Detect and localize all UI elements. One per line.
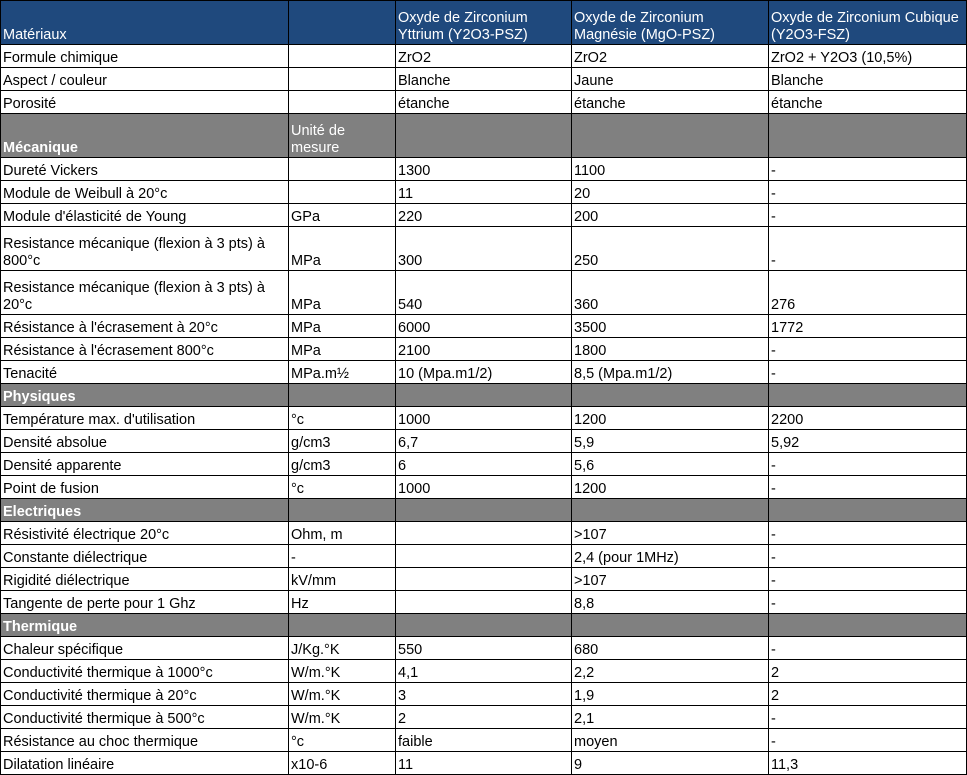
section-spacer	[769, 499, 967, 522]
value-mgo-psz: 250	[572, 227, 769, 271]
unit-cell	[289, 158, 396, 181]
value-y2o3-psz: 1300	[396, 158, 572, 181]
value-y2o3-fsz: -	[769, 158, 967, 181]
value-y2o3-psz: faible	[396, 729, 572, 752]
property-label: Résistance à l'écrasement à 20°c	[1, 315, 289, 338]
value-y2o3-psz: Blanche	[396, 68, 572, 91]
unit-header: Unité de mesure	[289, 114, 396, 158]
value-mgo-psz: 680	[572, 637, 769, 660]
section-spacer	[769, 614, 967, 637]
table-row	[1, 315, 967, 338]
section-row-physiques	[1, 384, 967, 407]
property-label: Résistance à l'écrasement 800°c	[1, 338, 289, 361]
property-label: Tangente de perte pour 1 Ghz	[1, 591, 289, 614]
property-label: Résistance au choc thermique	[1, 729, 289, 752]
value-y2o3-psz: 11	[396, 181, 572, 204]
value-mgo-psz: 1200	[572, 476, 769, 499]
property-label: Aspect / couleur	[1, 68, 289, 91]
value-mgo-psz: 1,9	[572, 683, 769, 706]
table-row	[1, 407, 967, 430]
unit-cell: W/m.°K	[289, 683, 396, 706]
table-row	[1, 181, 967, 204]
unit-cell: MPa.m½	[289, 361, 396, 384]
value-y2o3-psz: 220	[396, 204, 572, 227]
property-label: Conductivité thermique à 20°c	[1, 683, 289, 706]
property-label: Module de Weibull à 20°c	[1, 181, 289, 204]
value-y2o3-fsz: 2	[769, 660, 967, 683]
value-y2o3-psz: 6,7	[396, 430, 572, 453]
table-row	[1, 683, 967, 706]
section-row-electriques	[1, 499, 967, 522]
value-y2o3-fsz: -	[769, 591, 967, 614]
value-y2o3-fsz: -	[769, 568, 967, 591]
value-y2o3-fsz: 2200	[769, 407, 967, 430]
value-y2o3-psz: 1000	[396, 476, 572, 499]
table-row	[1, 545, 967, 568]
value-y2o3-psz	[396, 568, 572, 591]
value-y2o3-fsz: ZrO2 + Y2O3 (10,5%)	[769, 45, 967, 68]
table-row	[1, 522, 967, 545]
unit-cell: g/cm3	[289, 430, 396, 453]
value-mgo-psz: 20	[572, 181, 769, 204]
value-y2o3-fsz: -	[769, 522, 967, 545]
section-row-mecanique	[1, 114, 967, 158]
value-y2o3-psz: étanche	[396, 91, 572, 114]
value-y2o3-psz	[396, 591, 572, 614]
property-label: Tenacité	[1, 361, 289, 384]
value-y2o3-fsz: 2	[769, 683, 967, 706]
header-unit	[289, 1, 396, 45]
value-mgo-psz: 2,1	[572, 706, 769, 729]
unit-cell: -	[289, 545, 396, 568]
table-row	[1, 204, 967, 227]
header-row	[1, 1, 967, 45]
property-label: Constante diélectrique	[1, 545, 289, 568]
property-label: Formule chimique	[1, 45, 289, 68]
value-y2o3-fsz: -	[769, 453, 967, 476]
table-row	[1, 227, 967, 271]
section-spacer	[572, 499, 769, 522]
unit-cell: MPa	[289, 227, 396, 271]
property-label: Point de fusion	[1, 476, 289, 499]
table-row	[1, 729, 967, 752]
section-title: Physiques	[1, 384, 289, 407]
unit-cell: J/Kg.°K	[289, 637, 396, 660]
table-row	[1, 476, 967, 499]
section-spacer	[289, 614, 396, 637]
table-row	[1, 637, 967, 660]
value-mgo-psz: ZrO2	[572, 45, 769, 68]
value-mgo-psz: 9	[572, 752, 769, 775]
unit-cell: W/m.°K	[289, 660, 396, 683]
value-mgo-psz: 1800	[572, 338, 769, 361]
value-mgo-psz: étanche	[572, 91, 769, 114]
value-y2o3-psz: 3	[396, 683, 572, 706]
value-y2o3-fsz: -	[769, 227, 967, 271]
table-row	[1, 430, 967, 453]
property-label: Dureté Vickers	[1, 158, 289, 181]
property-label: Conductivité thermique à 500°c	[1, 706, 289, 729]
value-mgo-psz: 200	[572, 204, 769, 227]
value-y2o3-psz: 2	[396, 706, 572, 729]
table-row	[1, 271, 967, 315]
section-spacer	[289, 384, 396, 407]
header-y2o3-psz: Oxyde de Zirconium Yttrium (Y2O3-PSZ)	[396, 1, 572, 45]
section-title: Mécanique	[1, 114, 289, 158]
unit-cell: MPa	[289, 271, 396, 315]
unit-cell: GPa	[289, 204, 396, 227]
property-label: Resistance mécanique (flexion à 3 pts) à 800°c	[1, 227, 289, 271]
property-label: Densité absolue	[1, 430, 289, 453]
table-row	[1, 338, 967, 361]
unit-cell: g/cm3	[289, 453, 396, 476]
value-mgo-psz: moyen	[572, 729, 769, 752]
value-y2o3-psz: 550	[396, 637, 572, 660]
unit-cell: °c	[289, 476, 396, 499]
header-mgo-psz: Oxyde de Zirconium Magnésie (MgO-PSZ)	[572, 1, 769, 45]
table-row	[1, 591, 967, 614]
section-spacer	[572, 114, 769, 158]
table-row	[1, 453, 967, 476]
property-label: Rigidité diélectrique	[1, 568, 289, 591]
property-label: Chaleur spécifique	[1, 637, 289, 660]
value-y2o3-fsz: 1772	[769, 315, 967, 338]
unit-cell: Ohm, m	[289, 522, 396, 545]
value-y2o3-fsz: -	[769, 361, 967, 384]
unit-cell: MPa	[289, 315, 396, 338]
value-y2o3-psz	[396, 522, 572, 545]
section-spacer	[396, 114, 572, 158]
unit-cell: kV/mm	[289, 568, 396, 591]
header-materials: Matériaux	[1, 1, 289, 45]
property-label: Resistance mécanique (flexion à 3 pts) à 20°c	[1, 271, 289, 315]
section-row-thermique	[1, 614, 967, 637]
value-y2o3-psz: 540	[396, 271, 572, 315]
table-row	[1, 68, 967, 91]
property-label: Conductivité thermique à 1000°c	[1, 660, 289, 683]
unit-cell: x10-6	[289, 752, 396, 775]
value-mgo-psz: >107	[572, 522, 769, 545]
section-spacer	[769, 114, 967, 158]
property-label: Température max. d'utilisation	[1, 407, 289, 430]
table-row	[1, 91, 967, 114]
property-label: Module d'élasticité de Young	[1, 204, 289, 227]
value-y2o3-psz: 2100	[396, 338, 572, 361]
value-mgo-psz: 2,2	[572, 660, 769, 683]
value-y2o3-psz: 10 (Mpa.m1/2)	[396, 361, 572, 384]
property-label: Résistivité électrique 20°c	[1, 522, 289, 545]
property-label: Densité apparente	[1, 453, 289, 476]
section-spacer	[769, 384, 967, 407]
unit-cell: °c	[289, 407, 396, 430]
unit-cell: W/m.°K	[289, 706, 396, 729]
section-spacer	[396, 614, 572, 637]
value-y2o3-psz: 4,1	[396, 660, 572, 683]
value-mgo-psz: 1200	[572, 407, 769, 430]
value-y2o3-fsz: étanche	[769, 91, 967, 114]
table-row	[1, 752, 967, 775]
section-title: Thermique	[1, 614, 289, 637]
property-label: Dilatation linéaire	[1, 752, 289, 775]
section-title: Electriques	[1, 499, 289, 522]
value-mgo-psz: 5,9	[572, 430, 769, 453]
unit-cell	[289, 45, 396, 68]
section-spacer	[572, 384, 769, 407]
value-y2o3-psz: 6	[396, 453, 572, 476]
value-mgo-psz: 3500	[572, 315, 769, 338]
value-mgo-psz: >107	[572, 568, 769, 591]
unit-cell: Hz	[289, 591, 396, 614]
table-row	[1, 706, 967, 729]
value-y2o3-fsz: -	[769, 706, 967, 729]
value-y2o3-psz: 300	[396, 227, 572, 271]
value-mgo-psz: 360	[572, 271, 769, 315]
value-y2o3-fsz: 11,3	[769, 752, 967, 775]
property-label: Porosité	[1, 91, 289, 114]
table-row	[1, 45, 967, 68]
value-y2o3-fsz: -	[769, 637, 967, 660]
value-y2o3-psz	[396, 545, 572, 568]
value-y2o3-psz: ZrO2	[396, 45, 572, 68]
table-row	[1, 568, 967, 591]
value-y2o3-fsz: -	[769, 476, 967, 499]
value-y2o3-fsz: -	[769, 204, 967, 227]
value-y2o3-fsz: Blanche	[769, 68, 967, 91]
value-y2o3-fsz: -	[769, 545, 967, 568]
value-y2o3-psz: 1000	[396, 407, 572, 430]
unit-cell	[289, 181, 396, 204]
value-y2o3-psz: 11	[396, 752, 572, 775]
value-y2o3-fsz: -	[769, 729, 967, 752]
value-mgo-psz: 8,5 (Mpa.m1/2)	[572, 361, 769, 384]
unit-cell	[289, 91, 396, 114]
value-y2o3-fsz: 276	[769, 271, 967, 315]
value-y2o3-fsz: -	[769, 181, 967, 204]
unit-cell: °c	[289, 729, 396, 752]
table-row	[1, 158, 967, 181]
table-row	[1, 361, 967, 384]
unit-cell	[289, 68, 396, 91]
table-row	[1, 660, 967, 683]
section-spacer	[289, 499, 396, 522]
value-y2o3-fsz: -	[769, 338, 967, 361]
section-spacer	[572, 614, 769, 637]
section-spacer	[396, 499, 572, 522]
value-mgo-psz: 5,6	[572, 453, 769, 476]
value-mgo-psz: 2,4 (pour 1MHz)	[572, 545, 769, 568]
value-y2o3-fsz: 5,92	[769, 430, 967, 453]
unit-cell: MPa	[289, 338, 396, 361]
value-mgo-psz: Jaune	[572, 68, 769, 91]
section-spacer	[396, 384, 572, 407]
value-mgo-psz: 8,8	[572, 591, 769, 614]
header-y2o3-fsz: Oxyde de Zirconium Cubique (Y2O3-FSZ)	[769, 1, 967, 45]
value-y2o3-psz: 6000	[396, 315, 572, 338]
value-mgo-psz: 1100	[572, 158, 769, 181]
